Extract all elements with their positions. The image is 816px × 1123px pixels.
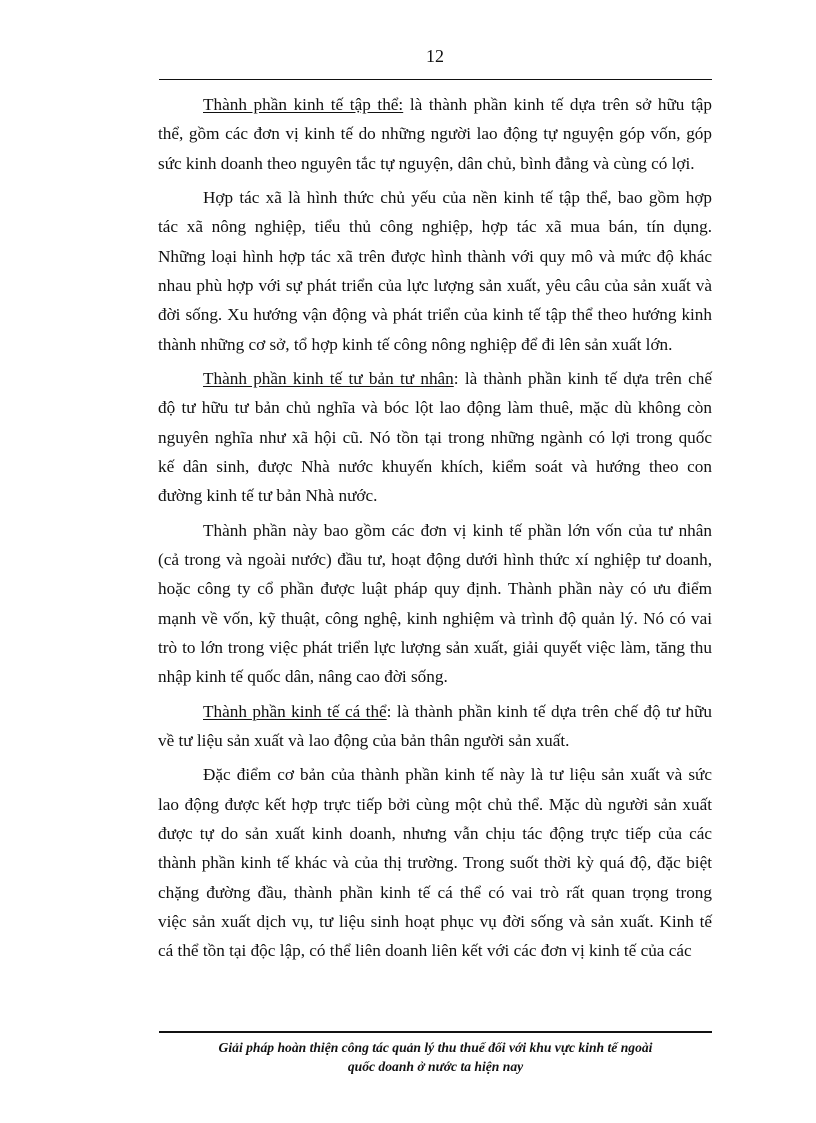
section-heading: Thành phần kinh tế cá thể (203, 701, 387, 721)
line-text: trò to lớn trong việc phát triển lực lượng sản xuất, giải quyết việc làm, tăng thu (158, 637, 712, 657)
line-text: mạnh về vốn, kỹ thuật, công nghệ, kinh nghiệm và trình độ quản lý. Nó có vai (158, 608, 712, 628)
text-line (158, 662, 712, 691)
paragraph (158, 183, 712, 359)
text-line (158, 300, 712, 329)
line-text: thành phần kinh tế khác và của thị trường. Trong suốt thời kỳ quá độ, đặc biệt (158, 853, 712, 873)
line-text: Hợp tác xã là hình thức chủ yếu của nền kinh tế tập thể, bao gồm hợp (203, 188, 712, 208)
text-line (158, 907, 712, 936)
text-line (158, 423, 712, 452)
text-line (158, 516, 712, 545)
text-line (158, 149, 712, 178)
text-line (158, 183, 712, 212)
line-text: thể, gồm các đơn vị kinh tế do những người lao động tự nguyện góp vốn, góp (158, 124, 712, 144)
line-text: cá thể tồn tại độc lập, có thể liên doanh liên kết với các đơn vị kinh tế của các (158, 941, 692, 961)
line-text: : là thành phần kinh tế dựa trên chế độ tư hữu (386, 701, 712, 721)
section-heading: Thành phần kinh tế tư bản tư nhân (203, 369, 454, 389)
text-line (158, 242, 712, 271)
line-text: đường kinh tế tư bản Nhà nước. (158, 486, 378, 506)
line-text: tác xã nông nghiệp, tiểu thủ công nghiệp, hợp tác xã mua bán, tín dụng. (158, 217, 712, 237)
line-text: nhau phù hợp với sự phát triển của lực lượng sản xuất, yêu câu của sản xuất và (158, 275, 712, 295)
line-text: lao động được kết hợp trực tiếp bởi cùng một chủ thể. Mặc dù người sản xuất (158, 794, 712, 814)
text-line (158, 364, 712, 393)
text-line (158, 633, 712, 662)
line-text: kế dân sinh, được Nhà nước khuyến khích, kiểm soát và hướng theo con (158, 456, 712, 476)
line-text: nhập kinh tế quốc dân, nâng cao đời sống. (158, 667, 448, 687)
body-text (158, 90, 712, 971)
footer (159, 1038, 712, 1076)
text-line (158, 697, 712, 726)
text-line (158, 545, 712, 574)
footer-line-2: quốc doanh ở nước ta hiện nay (347, 1059, 524, 1074)
paragraph (158, 364, 712, 510)
text-line (158, 760, 712, 789)
paragraph (158, 516, 712, 692)
line-text: (cả trong và ngoài nước) đầu tư, hoạt động dưới hình thức xí nghiệp tư doanh, (158, 550, 712, 570)
text-line (158, 330, 712, 359)
line-text: độ tư hữu tư bản chủ nghĩa và bóc lột lao động làm thuê, mặc dù không còn (158, 398, 712, 418)
text-line (158, 848, 712, 877)
line-text: Thành phần này bao gồm các đơn vị kinh tế phần lớn vốn của tư nhân (203, 520, 712, 540)
text-line (158, 271, 712, 300)
line-text: Những loại hình hợp tác xã trên được hình thành với quy mô và mức độ khác (158, 246, 712, 266)
line-text: chặng đường đầu, thành phần kinh tế cá thể có vai trò rất quan trọng trong (158, 882, 712, 902)
line-text: về tư liệu sản xuất và lao động của bản thân người sản xuất. (158, 730, 570, 750)
text-line (158, 819, 712, 848)
line-text: việc sản xuất dịch vụ, tư liệu sinh hoạt phục vụ đời sống và sản xuất. Kinh tế (158, 911, 712, 931)
paragraph (158, 90, 712, 178)
line-text: sức kinh doanh theo nguyên tắc tự nguyện, dân chủ, bình đẳng và cùng có lợi. (158, 153, 695, 173)
line-text: được tự do sản xuất kinh doanh, nhưng vẫn chịu tác động trực tiếp của các (158, 824, 712, 844)
line-text: : là thành phần kinh tế dựa trên chế (453, 369, 712, 389)
text-line (158, 726, 712, 755)
text-line (158, 790, 712, 819)
text-line (158, 574, 712, 603)
text-line (158, 936, 712, 965)
line-text: là thành phần kinh tế dựa trên sở hữu tập (403, 95, 712, 114)
paragraph (158, 697, 712, 756)
text-line (158, 212, 712, 241)
text-line (158, 393, 712, 422)
text-line (158, 452, 712, 481)
line-text: thành những cơ sở, tổ hợp kinh tế công nông nghiệp để đi lên sản xuất lớn. (158, 334, 673, 354)
text-line (158, 481, 712, 510)
header-rule (159, 79, 712, 80)
paragraph (158, 760, 712, 965)
line-text: đời sống. Xu hướng vận động và phát triển của kinh tế tập thể theo hướng kinh (158, 305, 712, 325)
footer-rule (159, 1031, 712, 1033)
text-line (158, 119, 712, 148)
line-text: nguyên nghĩa như xã hội cũ. Nó tồn tại trong những ngành có lợi trong quốc (158, 427, 712, 447)
page-number: 12 (426, 46, 444, 66)
line-text: hoặc công ty cổ phần được luật pháp quy định. Thành phần này có ưu điểm (158, 579, 712, 599)
text-line (158, 604, 712, 633)
footer-line-1: Giải pháp hoàn thiện công tác quản lý thu thuế đối với khu vực kinh tế ngoài (218, 1040, 653, 1055)
text-line (158, 878, 712, 907)
text-line (158, 90, 712, 119)
line-text: Đặc điểm cơ bản của thành phần kinh tế này là tư liệu sản xuất và sức (203, 765, 712, 785)
section-heading: Thành phần kinh tế tập thể: (203, 95, 404, 114)
